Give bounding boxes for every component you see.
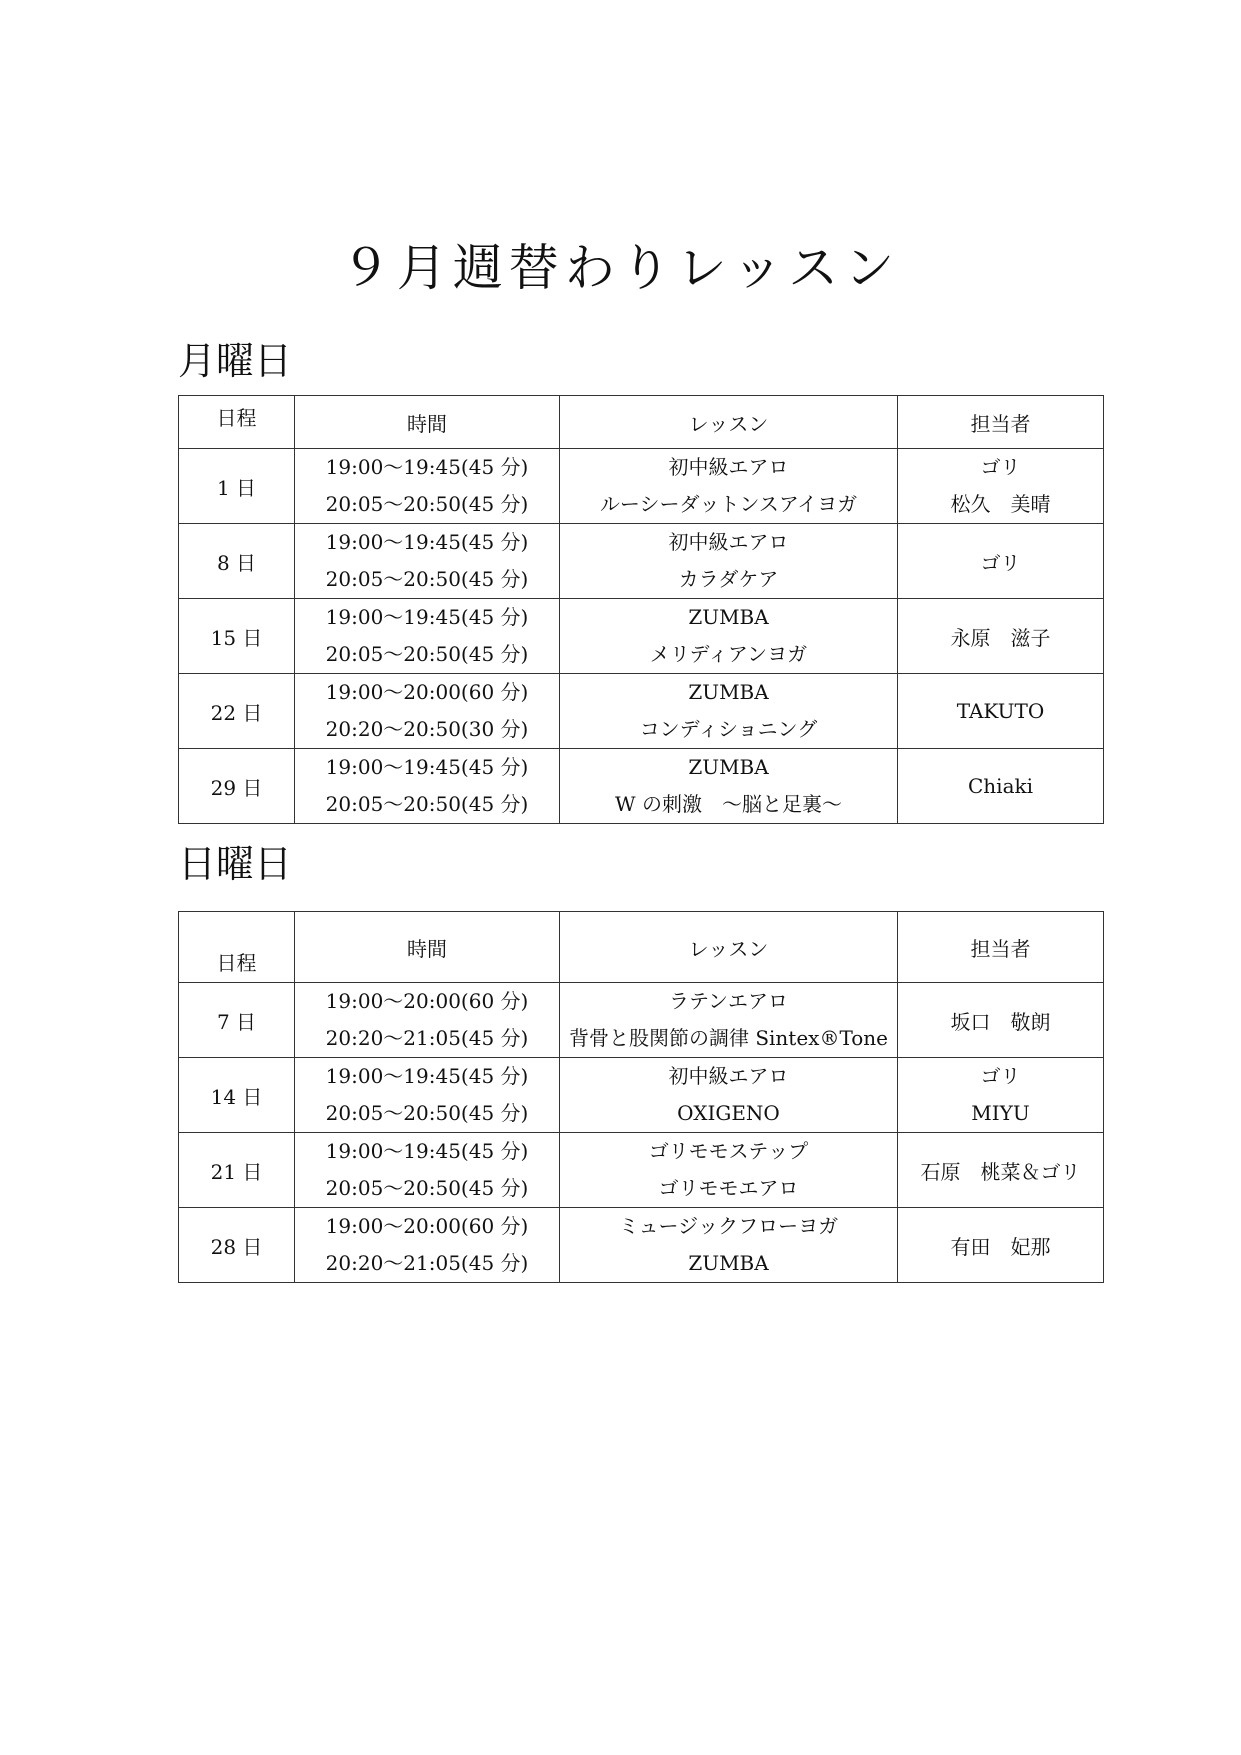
lesson-line: メリディアンヨガ [649, 642, 808, 666]
time-cell [295, 599, 560, 674]
instructor-cell: 石原 桃菜＆ゴリ [898, 1133, 1104, 1208]
time-cell [295, 449, 560, 524]
instructor-cell: 有田 妃那 [898, 1208, 1104, 1283]
instructor-cell [898, 449, 1104, 524]
day-cell: 1 日 [179, 449, 295, 524]
day-cell: 14 日 [179, 1058, 295, 1133]
time-cell [295, 1208, 560, 1283]
monday-heading: 月曜日 [178, 339, 293, 383]
lesson-line: コンディショニング [639, 717, 818, 741]
time-cell [295, 674, 560, 749]
day-cell: 28 日 [179, 1208, 295, 1283]
lesson-line: ZUMBA [688, 755, 769, 779]
lesson-line: ZUMBA [688, 605, 769, 629]
sunday-table [178, 911, 1104, 1283]
lesson-line: ZUMBA [688, 1251, 769, 1275]
header-time: 時間 [295, 912, 560, 983]
day-cell: 29 日 [179, 749, 295, 824]
lesson-line: ミュージックフローヨガ [618, 1214, 839, 1238]
time-line: 20:05～20:50(45 分) [325, 642, 529, 666]
table-row [179, 524, 1104, 599]
sunday-heading: 日曜日 [178, 842, 293, 886]
table-row [179, 1133, 1104, 1208]
day-cell: 15 日 [179, 599, 295, 674]
time-line: 19:00～19:45(45 分) [325, 1139, 529, 1163]
time-line: 20:20～21:05(45 分) [325, 1251, 529, 1275]
lesson-line: W の刺激 ～脳と足裏～ [615, 792, 842, 816]
lesson-cell [560, 449, 898, 524]
lesson-line: ゴリモモステップ [648, 1139, 809, 1163]
instructor-line: ゴリ [980, 455, 1021, 479]
time-line: 19:00～20:00(60 分) [325, 1214, 529, 1238]
day-cell: 7 日 [179, 983, 295, 1058]
instructor-line: ゴリ [980, 1064, 1021, 1088]
lesson-cell [560, 1133, 898, 1208]
page-title: ９月週替わりレッスン [340, 239, 901, 297]
table-header-row [179, 912, 1104, 983]
lesson-cell [560, 749, 898, 824]
header-day: 日程 [179, 912, 295, 983]
table-row [179, 1208, 1104, 1283]
lesson-line: 背骨と股関節の調律 Sintex®Tone [568, 1026, 889, 1050]
instructor-cell: ゴリ [898, 524, 1104, 599]
time-line: 19:00～20:00(60 分) [325, 989, 529, 1013]
table-row [179, 1058, 1104, 1133]
lesson-cell [560, 1058, 898, 1133]
time-line: 19:00～20:00(60 分) [325, 680, 529, 704]
lesson-cell [560, 524, 898, 599]
time-line: 20:05～20:50(45 分) [325, 1176, 529, 1200]
lesson-cell [560, 674, 898, 749]
table-row [179, 983, 1104, 1058]
header-instructor: 担当者 [898, 912, 1104, 983]
lesson-line: 初中級エアロ [668, 455, 789, 479]
lesson-cell [560, 983, 898, 1058]
time-line: 19:00～19:45(45 分) [325, 1064, 529, 1088]
instructor-line: 松久 美晴 [950, 492, 1051, 516]
time-line: 19:00～19:45(45 分) [325, 455, 529, 479]
time-line: 20:05～20:50(45 分) [325, 492, 529, 516]
instructor-cell: Chiaki [898, 749, 1104, 824]
time-cell [295, 524, 560, 599]
header-day: 日程 [179, 396, 295, 449]
instructor-line: MIYU [971, 1101, 1030, 1125]
time-line: 19:00～19:45(45 分) [325, 605, 529, 629]
instructor-cell: 坂口 敬朗 [898, 983, 1104, 1058]
time-line: 20:05～20:50(45 分) [325, 567, 529, 591]
instructor-cell: TAKUTO [898, 674, 1104, 749]
lesson-cell [560, 1208, 898, 1283]
lesson-line: カラダケア [678, 567, 779, 591]
header-instructor: 担当者 [898, 396, 1104, 449]
time-line: 20:05～20:50(45 分) [325, 1101, 529, 1125]
header-time: 時間 [295, 396, 560, 449]
time-line: 20:05～20:50(45 分) [325, 792, 529, 816]
table-row [179, 674, 1104, 749]
time-cell [295, 1133, 560, 1208]
lesson-line: 初中級エアロ [668, 1064, 789, 1088]
table-header-row [179, 396, 1104, 449]
lesson-line: ゴリモモエアロ [658, 1176, 799, 1200]
time-cell [295, 749, 560, 824]
day-cell: 8 日 [179, 524, 295, 599]
header-lesson: レッスン [560, 912, 898, 983]
table-row [179, 749, 1104, 824]
table-row [179, 449, 1104, 524]
time-line: 20:20～20:50(30 分) [325, 717, 529, 741]
lesson-cell [560, 599, 898, 674]
day-cell: 21 日 [179, 1133, 295, 1208]
instructor-cell: 永原 滋子 [898, 599, 1104, 674]
time-cell [295, 983, 560, 1058]
lesson-line: OXIGENO [677, 1101, 780, 1125]
lesson-line: ZUMBA [688, 680, 769, 704]
table-row [179, 599, 1104, 674]
time-line: 19:00～19:45(45 分) [325, 530, 529, 554]
instructor-cell [898, 1058, 1104, 1133]
time-line: 19:00～19:45(45 分) [325, 755, 529, 779]
monday-table [178, 395, 1104, 824]
lesson-line: ラテンエアロ [669, 989, 788, 1013]
lesson-line: ルーシーダットンスアイヨガ [599, 492, 858, 516]
day-cell: 22 日 [179, 674, 295, 749]
time-line: 20:20～21:05(45 分) [325, 1026, 529, 1050]
time-cell [295, 1058, 560, 1133]
lesson-line: 初中級エアロ [668, 530, 789, 554]
header-lesson: レッスン [560, 396, 898, 449]
